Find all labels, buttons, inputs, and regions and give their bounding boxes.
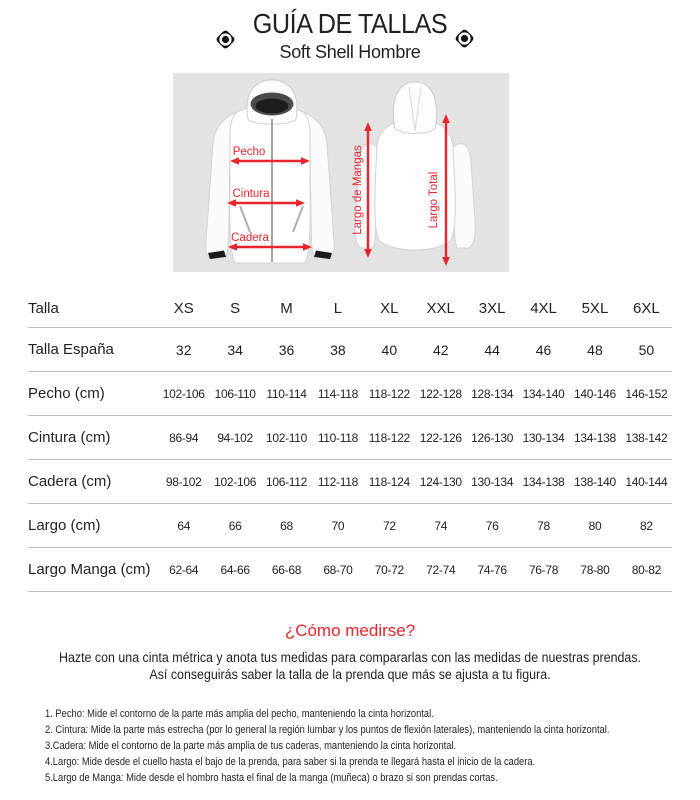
measurement-step: 3.Cadera: Mide el contorno de la parte más amplia de tus caderas, manteniendo la cinta horizontal. xyxy=(45,740,457,752)
size-value-cell: 106-110 xyxy=(214,386,256,401)
size-value-cell: 114-118 xyxy=(317,386,358,401)
row-label: Cintura (cm) xyxy=(28,429,111,446)
size-value-cell: 122-126 xyxy=(419,430,462,445)
row-label: Pecho (cm) xyxy=(28,385,105,402)
size-value-cell: 134-138 xyxy=(573,430,616,445)
cintura-label: Cintura xyxy=(232,188,270,200)
size-value-cell: 110-118 xyxy=(317,430,358,445)
size-header-cell: 3XL xyxy=(478,300,506,317)
size-value-cell: 74-76 xyxy=(477,562,507,577)
size-value-cell: 130-134 xyxy=(522,430,565,445)
size-value-cell: 118-122 xyxy=(368,386,410,401)
size-header-cell: XL xyxy=(380,300,399,317)
size-header-cell: M xyxy=(280,300,293,317)
table-row xyxy=(28,372,672,416)
measurement-step: 4.Largo: Mide desde el cuello hasta el bajo de la prenda, para saber si la prenda te llegará hasta el inicio de la cadera. xyxy=(45,756,536,768)
size-value-cell: 32 xyxy=(175,341,192,358)
size-header-cell: S xyxy=(230,300,241,317)
row-label: Talla xyxy=(28,300,59,317)
size-value-cell: 74 xyxy=(434,518,448,533)
size-header-cell: 4XL xyxy=(530,300,557,317)
size-value-cell: 124-130 xyxy=(419,474,462,489)
size-value-cell: 72 xyxy=(382,518,396,533)
size-header-cell: XS xyxy=(173,300,194,317)
howto-heading: ¿Cómo medirse? xyxy=(284,621,416,640)
size-value-cell: 62-64 xyxy=(169,562,199,577)
size-value-cell: 46 xyxy=(535,341,552,358)
largo-total-label: Largo Total xyxy=(428,171,440,229)
size-value-cell: 138-142 xyxy=(625,430,668,445)
size-value-cell: 64 xyxy=(177,518,191,533)
size-value-cell: 66-68 xyxy=(271,562,302,577)
size-value-cell: 76-78 xyxy=(528,562,559,577)
size-value-cell: 86-94 xyxy=(169,430,199,445)
largo-mangas-label: Largo de Mangas xyxy=(352,145,364,235)
size-header-cell: XXL xyxy=(426,300,455,317)
page-title: GUÍA DE TALLAS xyxy=(252,8,448,39)
size-value-cell: 130-134 xyxy=(471,474,514,489)
table-row xyxy=(28,328,672,372)
size-value-cell: 140-146 xyxy=(573,386,616,401)
size-value-cell: 36 xyxy=(278,341,295,358)
row-label: Largo (cm) xyxy=(28,517,101,534)
size-value-cell: 78-80 xyxy=(580,562,610,577)
size-value-cell: 134-138 xyxy=(522,474,565,489)
size-value-cell: 66 xyxy=(228,518,242,533)
back-jacket-illustration xyxy=(355,82,476,250)
table-row xyxy=(28,416,672,460)
size-value-cell: 80-82 xyxy=(631,562,661,577)
size-value-cell: 68-70 xyxy=(323,562,353,577)
measurement-figure xyxy=(173,73,509,272)
size-value-cell: 140-144 xyxy=(625,474,668,489)
pecho-label: Pecho xyxy=(232,146,266,158)
size-value-cell: 38 xyxy=(330,341,346,358)
size-value-cell: 102-110 xyxy=(265,430,308,445)
size-value-cell: 72-74 xyxy=(426,562,456,577)
size-header-cell: L xyxy=(333,300,343,317)
size-value-cell: 134-140 xyxy=(522,386,565,401)
size-value-cell: 50 xyxy=(638,341,655,358)
table-row xyxy=(28,460,672,504)
cadera-label: Cadera xyxy=(231,232,269,244)
size-value-cell: 68 xyxy=(280,518,293,533)
size-value-cell: 106-112 xyxy=(265,474,308,489)
size-value-cell: 44 xyxy=(484,341,500,358)
howto-intro-line1: Hazte con una cinta métrica y anota tus medidas para compararlas con las medidas de nuestras prendas. xyxy=(59,650,641,665)
row-label: Largo Manga (cm) xyxy=(28,561,151,578)
size-value-cell: 42 xyxy=(432,341,449,358)
page-subtitle: Soft Shell Hombre xyxy=(279,42,421,62)
size-value-cell: 118-124 xyxy=(368,474,410,489)
size-value-cell: 82 xyxy=(639,518,653,533)
table-row xyxy=(28,548,672,592)
table-row xyxy=(28,504,672,548)
measurement-step: 5.Largo de Manga: Mide desde el hombro hasta el final de la manga (muñeca) o brazo si son prendas cortas. xyxy=(45,772,498,784)
measurement-step: 1. Pecho: Mide el contorno de la parte más amplia del pecho, manteniendo la cinta horizontal. xyxy=(45,708,434,720)
measurement-step: 2. Cintura: Mide la parte más estrecha (por lo general la región lumbar y los puntos de flexión laterales), manteniendo la cinta horizontal. xyxy=(45,724,610,736)
size-header-cell: 6XL xyxy=(633,300,660,317)
size-value-cell: 76 xyxy=(485,518,499,533)
size-value-cell: 94-102 xyxy=(217,430,253,445)
size-value-cell: 80 xyxy=(588,518,602,533)
size-value-cell: 128-134 xyxy=(471,386,514,401)
size-value-cell: 102-106 xyxy=(214,474,257,489)
size-value-cell: 48 xyxy=(587,341,603,358)
size-header-cell: 5XL xyxy=(581,300,609,317)
table-row xyxy=(28,290,672,328)
front-jacket-illustration xyxy=(206,80,335,263)
size-value-cell: 40 xyxy=(381,341,398,358)
row-label: Cadera (cm) xyxy=(28,473,112,490)
size-value-cell: 102-106 xyxy=(162,386,205,401)
size-value-cell: 64-66 xyxy=(220,562,250,577)
size-table xyxy=(28,290,672,592)
size-value-cell: 138-140 xyxy=(573,474,616,489)
size-value-cell: 112-118 xyxy=(317,474,358,489)
size-value-cell: 70-72 xyxy=(374,562,404,577)
size-value-cell: 118-122 xyxy=(368,430,410,445)
size-value-cell: 146-152 xyxy=(625,386,668,401)
size-value-cell: 122-128 xyxy=(419,386,462,401)
size-value-cell: 70 xyxy=(331,518,345,533)
size-value-cell: 98-102 xyxy=(165,474,202,489)
howto-intro xyxy=(28,649,672,683)
size-value-cell: 126-130 xyxy=(471,430,514,445)
size-value-cell: 110-114 xyxy=(266,386,307,401)
measurement-steps xyxy=(45,706,610,786)
size-value-cell: 34 xyxy=(227,341,243,358)
row-label: Talla España xyxy=(28,341,114,358)
size-value-cell: 78 xyxy=(537,518,550,533)
howto-intro-line2: Así conseguirás saber la talla de la prenda que más se ajusta a tu figura. xyxy=(149,667,551,682)
